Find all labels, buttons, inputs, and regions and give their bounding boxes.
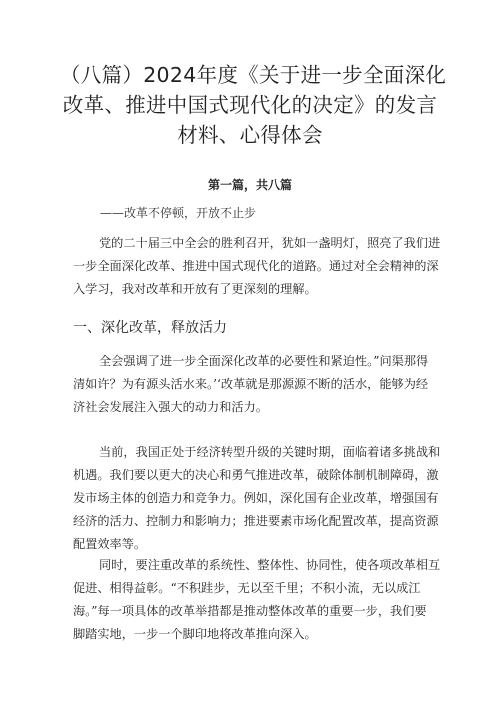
title-line: 改革、推进中国式现代化的决定》的发言 bbox=[62, 93, 438, 117]
text-line: 促进、相得益彰。“不积跬步，无以至千里；不积小流，无以成江 bbox=[73, 581, 421, 595]
text-line: 脚踏实地，一步一个脚印地将改革推向深入。 bbox=[73, 627, 317, 641]
text-line: 海。”每一项具体的改革举措都是推动整体改革的重要一步，我们要 bbox=[73, 604, 427, 618]
text-line: 经济的活力、控制力和影响力；推进要素市场化配置改革，提高资源 bbox=[73, 514, 439, 528]
text-line: 全会强调了进一步全面深化改革的必要性和紧迫性。”问渠那得 bbox=[99, 354, 429, 368]
text-line: 当前，我国正处于经济转型升级的关键时期，面临着诸多挑战和 bbox=[99, 445, 441, 459]
body-paragraph bbox=[73, 441, 441, 556]
title-line: （八篇）2024年度《关于进一步全面深化 bbox=[60, 63, 447, 87]
text-line: 发市场主体的创造力和竞争力。例如，深化国有企业改革，增强国有 bbox=[73, 491, 439, 505]
body-paragraph bbox=[73, 554, 441, 646]
text-line: 一步全面深化改革、推进中国式现代化的道路。通过对全会精神的深 bbox=[73, 259, 439, 273]
part-heading: 第一篇，共八篇 bbox=[207, 178, 292, 192]
text-line: 同时，要注重改革的系统性、整体性、协同性，使各项改革相互 bbox=[99, 558, 441, 572]
text-line: 济社会发展注入强大的动力和活力。 bbox=[73, 400, 268, 414]
text-line: 入学习，我对改革和开放有了更深刻的理解。 bbox=[73, 282, 317, 296]
intro-paragraph bbox=[73, 232, 441, 301]
document-title bbox=[60, 60, 447, 150]
body-paragraph bbox=[73, 350, 431, 419]
subtitle: ——改革不停顿，开放不止步 bbox=[100, 206, 257, 220]
text-line: 配置效率等。 bbox=[73, 537, 147, 551]
section-heading: 一、深化改革，释放活力 bbox=[73, 320, 227, 336]
text-line: 机遇。我们要以更大的决心和勇气推进改革，破除体制机制障碍，激 bbox=[73, 468, 439, 482]
text-line: 党的二十届三中全会的胜利召开，犹如一盏明灯，照亮了我们进 bbox=[99, 236, 441, 250]
text-line: 清如许？为有源头活水来。’‘改革就是那源源不断的活水，能够为经 bbox=[73, 377, 429, 391]
title-line: 材料、心得体会 bbox=[177, 123, 323, 147]
